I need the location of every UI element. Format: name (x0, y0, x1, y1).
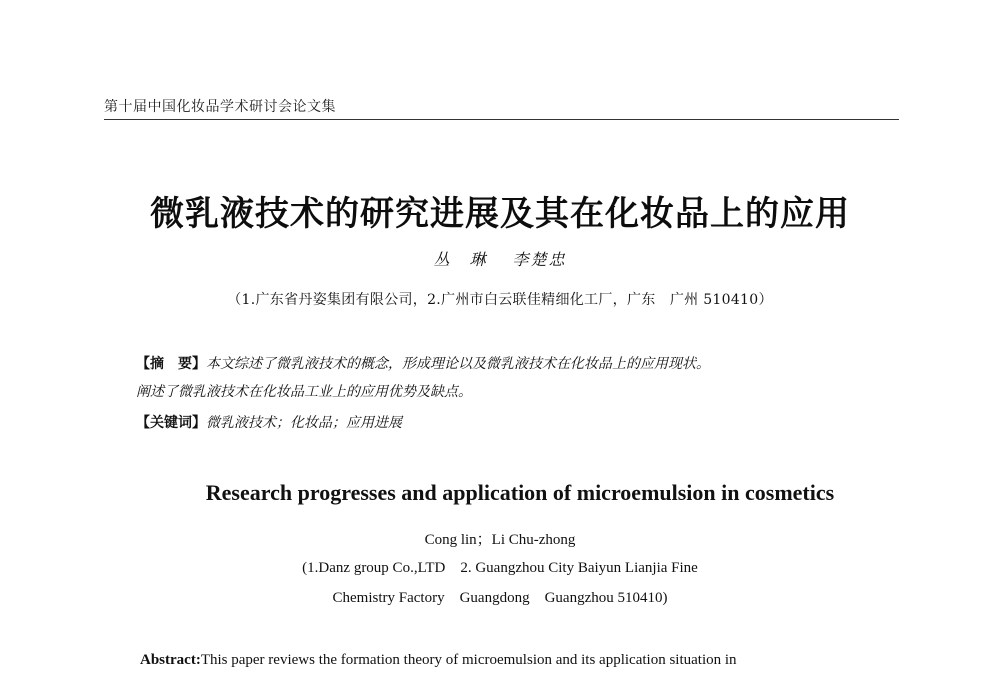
abstract-chinese (136, 350, 876, 406)
abstract-label-chinese: 【摘 要】 (136, 356, 206, 372)
author-1: 丛 琳 (433, 250, 488, 269)
abstract-label-english: Abstract: (140, 652, 201, 668)
affiliation-english-line-1: (1.Danz group Co.,LTD 2. Guangzhou City Baiyun Lianjia Fine (302, 560, 698, 576)
running-header: 第十届中国化妆品学术研讨会论文集 (104, 99, 336, 115)
keywords-text-chinese: 微乳液技术；化妆品；应用进展 (206, 415, 402, 431)
header-rule (104, 119, 899, 120)
authors-english: Cong lin；Li Chu-zhong (424, 532, 576, 548)
paper-title-english: Research progresses and application of microemulsion in cosmetics (205, 480, 835, 505)
abstract-text-chinese-2: 阐述了微乳液技术在化妆品工业上的应用优势及缺点。 (136, 384, 472, 400)
paper-title-chinese: 微乳液技术的研究进展及其在化妆品上的应用 (150, 194, 850, 234)
affiliation-chinese: （1.广东省丹姿集团有限公司，2.广州市白云联佳精细化工厂，广东 广州 510410） (227, 292, 773, 308)
abstract-chinese-line-1 (136, 350, 876, 378)
abstract-english (140, 652, 737, 669)
authors-chinese (0, 247, 1000, 270)
affiliation-english-line-2: Chemistry Factory Guangdong Guangzhou 510410) (332, 590, 668, 606)
abstract-text-english: This paper reviews the formation theory of microemulsion and its application situation in (200, 652, 737, 668)
abstract-text-chinese-1: 本文综述了微乳液技术的概念，形成理论以及微乳液技术在化妆品上的应用现状。 (206, 356, 710, 372)
keywords-chinese (136, 412, 402, 432)
keywords-label-chinese: 【关键词】 (136, 415, 206, 431)
author-2: 李楚忠 (512, 250, 567, 269)
